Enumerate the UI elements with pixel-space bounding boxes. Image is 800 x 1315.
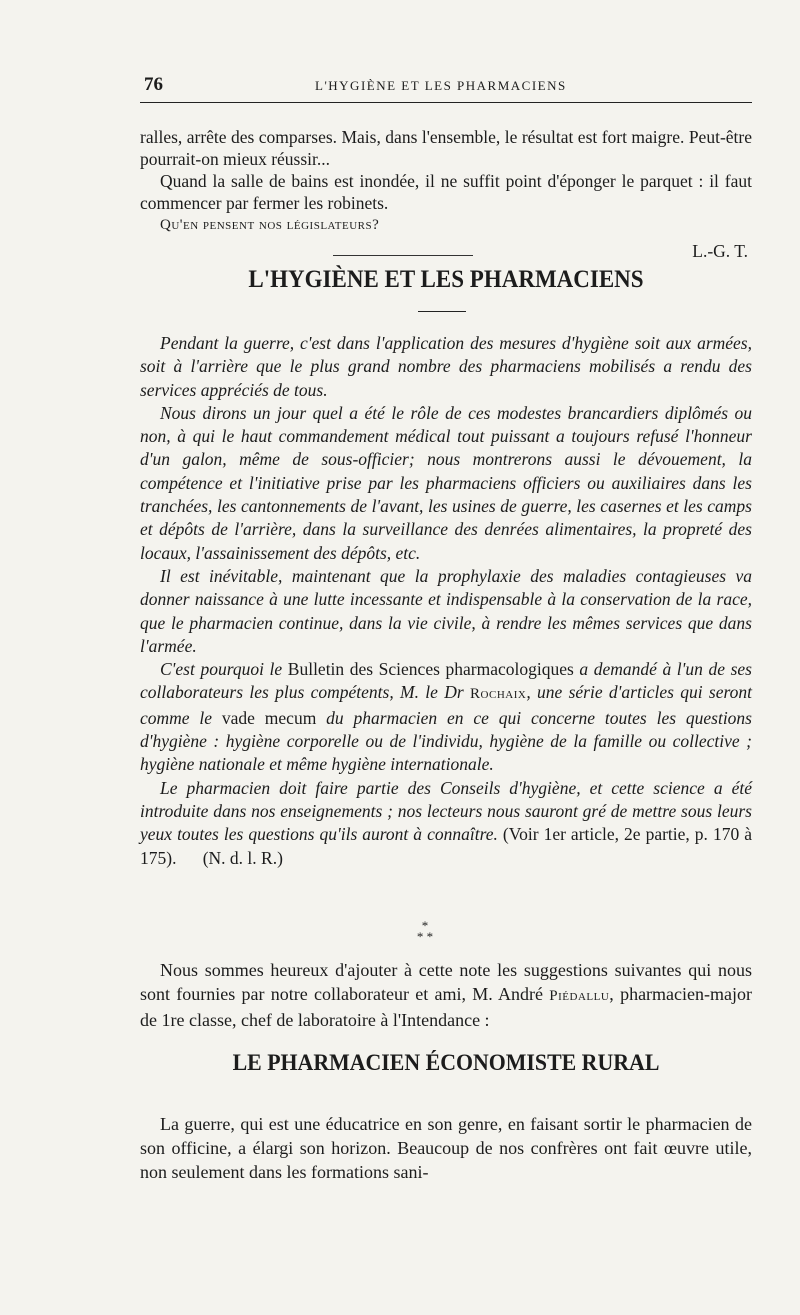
p4-text-a: C'est pourquoi le (160, 659, 288, 680)
page-header (140, 74, 752, 102)
introduction-paragraph (140, 958, 752, 1032)
author-name: Rochaix (470, 686, 527, 703)
section-body (140, 1112, 752, 1184)
p4-text-d: du pharmacien en ce qui concerne toutes les questions d'hygiène : hygiène corporelle ou de l'individu, hygiène de la famille ou collective ; hygiène nationale et même hygiène internationale. (140, 707, 752, 775)
p5-text: Le pharmacien doit faire partie des Conseils d'hygiène, et cette science a été introduite dans nos enseignements ; nos lecteurs nous sauront gré de mettre sous leurs yeux toutes les questions qu'ils auront à connaître. (140, 777, 752, 845)
editorial-paragraph-5 (140, 777, 752, 870)
note-text-a: Nous sommes heureux d'ajouter à cette note les suggestions suivantes qui nous sont fournies par notre collaborateur et ami, M. André (140, 960, 752, 1004)
editorial-note (140, 332, 752, 870)
section-title: LE PHARMACIEN ÉCONOMISTE RURAL (232, 1050, 660, 1076)
article-title: L'HYGIÈNE ET LES PHARMACIENS (248, 266, 644, 293)
introduction-note (140, 958, 752, 1032)
p4-text-c: , une série d'articles qui seront comme le (140, 682, 753, 728)
page-number: 76 (144, 74, 163, 95)
p4-text-b: a demandé à l'un de ses collaborateurs les plus compétents, M. le Dr (140, 659, 752, 703)
intro-signature-row (140, 238, 752, 262)
collaborator-name: Piédallu (549, 988, 610, 1004)
editorial-paragraph-1: Pendant la guerre, c'est dans l'application des mesures d'hygiène soit aux armées, soit à l'arrière que le plus grand nombre des pharmaciens mobilisés a rendu des services appréciés de tous. (140, 333, 752, 400)
header-rule (140, 102, 752, 103)
asterism: * * * (416, 918, 434, 944)
separator-rule (333, 255, 473, 256)
intro-question: Qu'en pensent nos législateurs? (160, 217, 380, 233)
vade-mecum: vade mecum (221, 707, 317, 728)
editorial-paragraph-2: Nous dirons un jour quel a été le rôle de ces modestes brancardiers diplômés ou non, à qui le haut commandement médical tout puissant a toujours refusé l'honneur d'un galon, même de sous-officier; nous montrerons aussi le dévouement, la compétence et l'initiative prise par les pharmaciens officiers ou auxiliaires dans les tranchées, les cantonnements de l'avant, les usines de guerre, les casernes et les camps et dépôts de l'arrière, dans la surveillance des denrées alimentaires, la propreté des locaux, l'assainissement des dépôts, etc. (140, 402, 752, 563)
running-head: L'HYGIÈNE ET LES PHARMACIENS (315, 78, 567, 93)
intro-paragraph-1: ralles, arrête des comparses. Mais, dans l'ensemble, le résultat est fort maigre. Peut-être pourrait-on mieux réussir... (140, 127, 752, 169)
intro-signature: L.-G. T. (692, 241, 748, 261)
title-rule (418, 311, 466, 312)
intro-section (140, 126, 752, 262)
intro-paragraph-2: Quand la salle de bains est inondée, il ne suffit point d'éponger le parquet : il faut commencer par fermer les robinets. (140, 171, 752, 213)
note-text-b: , pharmacien-major de 1re classe, chef de laboratoire à l'Intendance : (140, 984, 752, 1030)
section-paragraph-1: La guerre, qui est une éducatrice en son genre, en faisant sortir le pharmacien de son officine, a élargi son horizon. Beaucoup de nos confrères ont fait œuvre utile, non seulement dans les formations sani- (140, 1114, 752, 1182)
article-reference: (Voir 1er article, 2e partie, p. 170 à 175). (140, 824, 752, 868)
editor-signature: (N. d. l. R.) (202, 847, 283, 868)
editorial-paragraph-4 (140, 658, 752, 776)
journal-name: Bulletin des Sciences pharmacologiques (287, 659, 574, 680)
editorial-paragraph-3: Il est inévitable, maintenant que la prophylaxie des maladies contagieuses va donner naissance à une lutte incessante et indispensable à la conservation de la race, que le pharmacien continue, dans la vie civile, à rendre les mêmes services que dans l'armée. (140, 565, 752, 656)
